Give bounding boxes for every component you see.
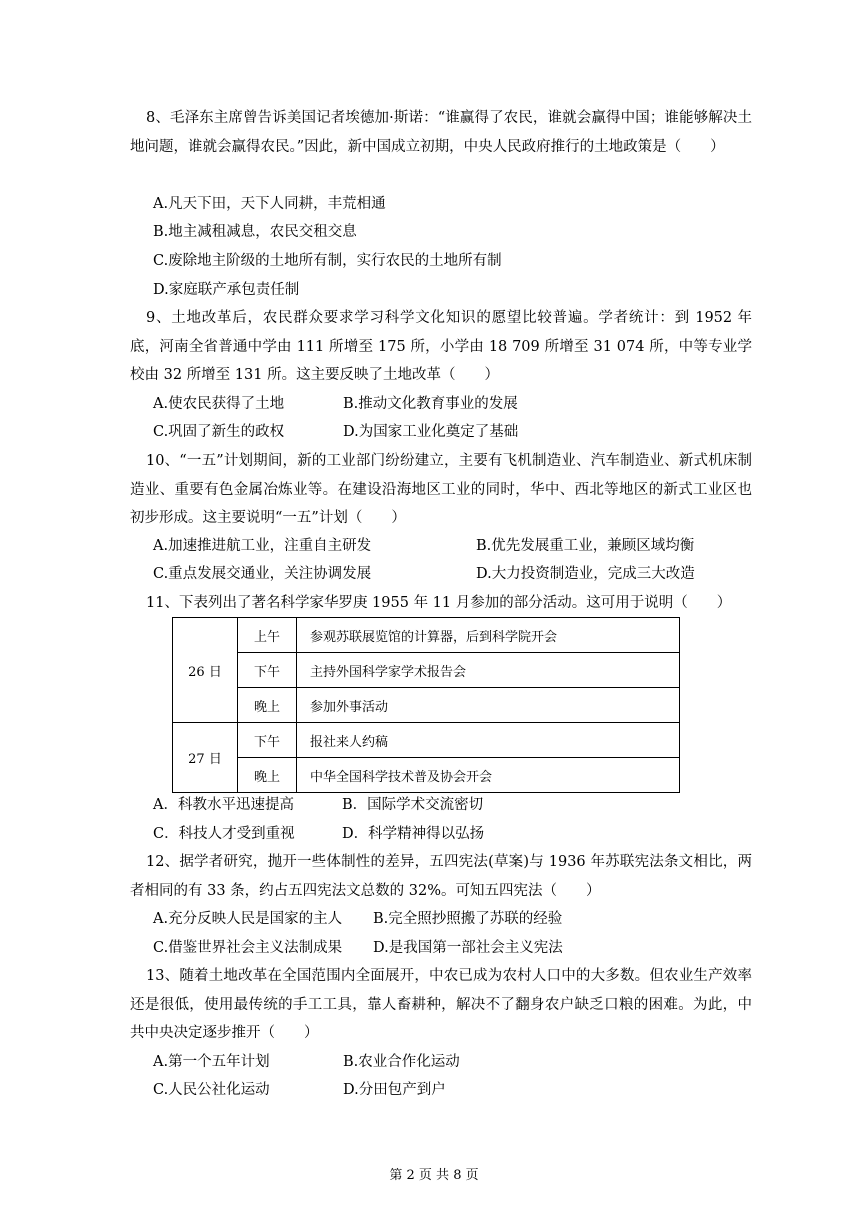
table-row <box>173 723 680 758</box>
question-12-options-row-1 <box>153 905 753 933</box>
activity-cell: 参加外事活动 <box>297 688 680 723</box>
question-10-options-row-2 <box>153 560 753 588</box>
question-11-option-c[interactable]: C．科技人才受到重视 <box>153 826 295 842</box>
question-13-option-a[interactable]: A.第一个五年计划 <box>153 1054 270 1070</box>
question-9-option-b[interactable]: B.推动文化教育事业的发展 <box>343 396 518 412</box>
question-9-option-d[interactable]: D.为国家工业化奠定了基础 <box>343 424 519 440</box>
question-10-option-d[interactable]: D.大力投资制造业，完成三大改造 <box>476 566 695 582</box>
table-row <box>173 688 680 723</box>
question-11-stem: 11、下表列出了著名科学家华罗庚 1955 年 11 月参加的部分活动。这可用于说明（ ） <box>146 595 732 611</box>
table-row <box>173 758 680 793</box>
question-8-option-c-row <box>153 247 753 275</box>
question-11-option-d[interactable]: D．科学精神得以弘扬 <box>342 826 485 842</box>
question-10-options-row-1 <box>153 532 753 560</box>
question-12-option-b[interactable]: B.完全照抄照搬了苏联的经验 <box>373 911 563 927</box>
question-11-options-row-2 <box>153 820 753 848</box>
page-footer: 第 2 页 共 8 页 <box>389 1168 479 1183</box>
activity-cell: 中华全国科学技术普及协会开会 <box>297 758 680 793</box>
question-9-options-row-2 <box>153 418 753 446</box>
question-13-options-row-1 <box>153 1048 753 1076</box>
time-cell: 下午 <box>238 653 297 688</box>
question-13-option-b[interactable]: B.农业合作化运动 <box>343 1054 460 1070</box>
question-13-option-d[interactable]: D.分田包产到户 <box>343 1082 446 1098</box>
question-8-stem: 8、毛泽东主席曾告诉美国记者埃德加·斯诺：“谁赢得了农民，谁就会赢得中国；谁能够解决土地问题，谁就会赢得农民。”因此，新中国成立初期，中央人民政府推行的土地政策是（ ） <box>130 110 752 155</box>
question-13-options-row-2 <box>153 1076 753 1104</box>
time-cell: 晚上 <box>238 758 297 793</box>
question-9-options-row-1 <box>153 390 753 418</box>
activity-cell: 主持外国科学家学术报告会 <box>297 653 680 688</box>
question-11-option-b[interactable]: B．国际学术交流密切 <box>342 797 484 813</box>
question-13-stem: 13、随着土地改革在全国范围内全面展开，中农已成为农村人口中的大多数。但农业生产效率还是很低，使用最传统的手工工具，靠人畜耕种，解决不了翻身农户缺乏口粮的困难。为此，中共中央决定逐步推开（ ） <box>130 968 752 1041</box>
question-8-option-d-row <box>153 276 753 304</box>
time-cell: 晚上 <box>238 688 297 723</box>
time-cell: 上午 <box>238 618 297 653</box>
question-8-option-d[interactable]: D.家庭联产承包责任制 <box>153 282 300 298</box>
question-12-options-row-2 <box>153 934 753 962</box>
day-cell: 26 日 <box>173 618 238 723</box>
question-9-option-a[interactable]: A.使农民获得了土地 <box>153 396 285 412</box>
activity-cell: 参观苏联展览馆的计算器，后到科学院开会 <box>297 618 680 653</box>
question-12-option-c[interactable]: C.借鉴世界社会主义法制成果 <box>153 940 343 956</box>
question-8-option-a[interactable]: A.凡天下田，天下人同耕，丰荒相通 <box>153 196 386 212</box>
question-12-option-d[interactable]: D.是我国第一部社会主义宪法 <box>373 940 563 956</box>
activity-table <box>172 617 680 793</box>
question-10-option-a[interactable]: A.加速推进航工业，注重自主研发 <box>153 538 372 554</box>
question-10-option-b[interactable]: B.优先发展重工业，兼顾区域均衡 <box>476 538 695 554</box>
table-row <box>173 618 680 653</box>
question-9-option-c[interactable]: C.巩固了新生的政权 <box>153 424 285 440</box>
question-10-option-c[interactable]: C.重点发展交通业，关注协调发展 <box>153 566 372 582</box>
question-12-option-a[interactable]: A.充分反映人民是国家的主人 <box>153 911 343 927</box>
question-8-option-b-row <box>153 218 753 246</box>
question-10-stem: 10、“一五”计划期间，新的工业部门纷纷建立，主要有飞机制造业、汽车制造业、新式机床制造业、重要有色金属冶炼业等。在建设沿海地区工业的同时，华中、西北等地区的新式工业区也初步形成。这主要说明“一五”计划（ ） <box>130 453 752 526</box>
day-cell: 27 日 <box>173 723 238 793</box>
question-13-option-c[interactable]: C.人民公社化运动 <box>153 1082 270 1098</box>
question-8-option-b[interactable]: B.地主减租减息，农民交租交息 <box>153 224 357 240</box>
question-11-option-a[interactable]: A．科教水平迅速提高 <box>153 797 294 813</box>
table-row <box>173 653 680 688</box>
question-8-option-c[interactable]: C.废除地主阶级的土地所有制，实行农民的土地所有制 <box>153 253 502 269</box>
activity-cell: 报社来人约稿 <box>297 723 680 758</box>
time-cell: 下午 <box>238 723 297 758</box>
question-8-option-a-row <box>153 190 753 218</box>
question-12-stem: 12、据学者研究，抛开一些体制性的差异，五四宪法(草案)与 1936 年苏联宪法条文相比，两者相同的有 33 条，约占五四宪法文总数的 32%。可知五四宪法（ ） <box>130 854 752 899</box>
question-11-options-row-1 <box>153 791 753 819</box>
question-9-stem: 9、土地改革后，农民群众要求学习科学文化知识的愿望比较普遍。学者统计：到 1952 年底，河南全省普通中学由 111 所增至 175 所，小学由 18 709 所增至 31 074 所，中等专业学校由 32 所增至 131 所。这主要反映了土地改革（ ） <box>130 310 752 383</box>
